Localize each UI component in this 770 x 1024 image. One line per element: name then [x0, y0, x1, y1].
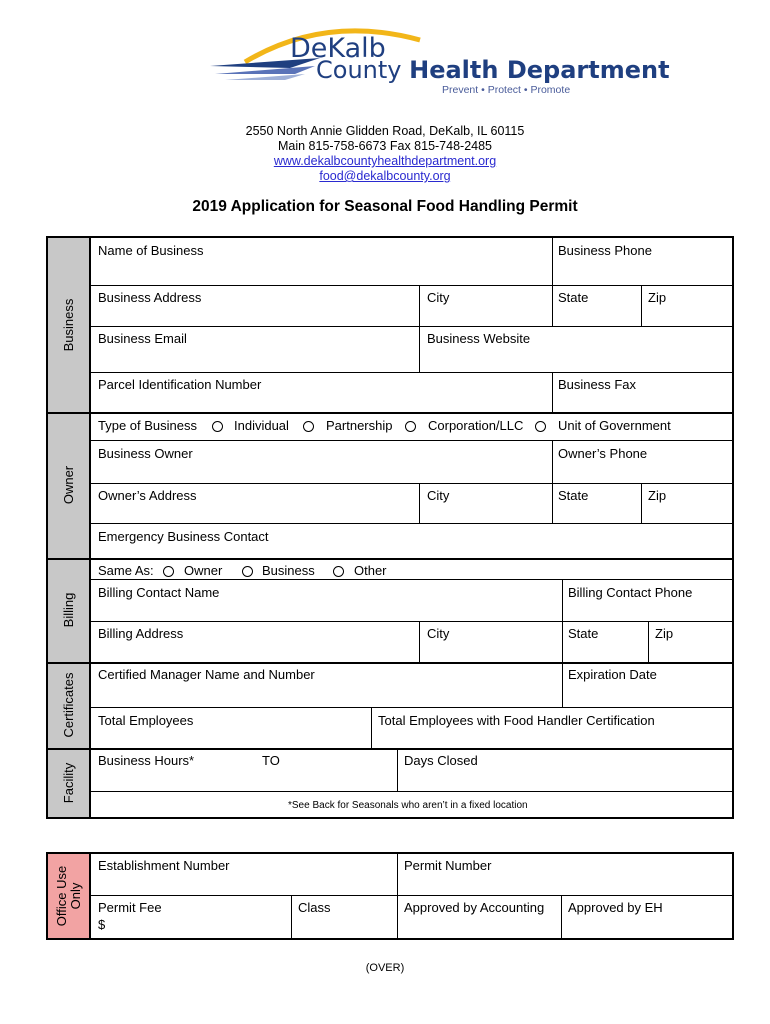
section-label-office-use: Office Use Only	[53, 865, 83, 927]
owner-state-field[interactable]: State	[558, 488, 589, 503]
section-label-facility: Facility	[60, 762, 76, 803]
logo-name-line2: County Health Department	[316, 56, 670, 84]
hours-to-label: TO	[262, 753, 280, 768]
email-link[interactable]: food@dekalbcounty.org	[319, 169, 451, 183]
over-footer: (OVER)	[365, 962, 405, 974]
days-closed-field[interactable]: Days Closed	[404, 753, 478, 768]
business-zip-field[interactable]: Zip	[648, 290, 667, 305]
radio-corporation-llc-label: Corporation/LLC	[428, 418, 524, 433]
billing-state-field[interactable]: State	[568, 626, 599, 641]
radio-same-as-business[interactable]	[242, 566, 253, 577]
org-phone-fax: Main 815-758-6673 Fax 815-748-2485	[277, 139, 493, 153]
org-website	[0, 154, 770, 169]
section-label-owner: Owner	[60, 465, 76, 505]
section-label-billing: Billing	[60, 592, 76, 628]
section-label-business: Business	[60, 298, 76, 352]
owner-city-field[interactable]: City	[427, 488, 450, 503]
emergency-contact-field[interactable]: Emergency Business Contact	[98, 529, 269, 544]
same-as-label: Same As:	[98, 563, 154, 578]
business-fax-field[interactable]: Business Fax	[558, 377, 637, 392]
business-state-field[interactable]: State	[558, 290, 589, 305]
business-phone-field[interactable]: Business Phone	[558, 243, 652, 258]
owner-address-field[interactable]: Owner’s Address	[98, 488, 197, 503]
radio-corporation-llc[interactable]	[405, 421, 416, 432]
page-title: 2019 Application for Seasonal Food Handling Permit	[192, 198, 578, 215]
billing-address-field[interactable]: Billing Address	[98, 626, 184, 641]
permit-number-field[interactable]: Permit Number	[404, 858, 492, 873]
business-city-field[interactable]: City	[427, 290, 450, 305]
permit-fee-dollar: $	[98, 917, 106, 932]
office-use-form	[46, 852, 734, 940]
section-tab-billing	[48, 558, 91, 662]
section-tab-owner	[48, 412, 91, 558]
radio-same-as-business-label: Business	[262, 563, 315, 578]
food-handler-cert-field[interactable]: Total Employees with Food Handler Certification	[378, 713, 655, 728]
parcel-id-field[interactable]: Parcel Identification Number	[98, 377, 262, 392]
billing-city-field[interactable]: City	[427, 626, 450, 641]
business-website-field[interactable]: Business Website	[427, 331, 531, 346]
radio-same-as-other-label: Other	[354, 563, 387, 578]
class-field[interactable]: Class	[298, 900, 331, 915]
type-of-business-label: Type of Business	[98, 418, 197, 433]
radio-individual[interactable]	[212, 421, 223, 432]
billing-zip-field[interactable]: Zip	[655, 626, 674, 641]
owner-zip-field[interactable]: Zip	[648, 488, 667, 503]
business-name-field[interactable]: Name of Business	[98, 243, 204, 258]
radio-partnership-label: Partnership	[326, 418, 393, 433]
radio-partnership[interactable]	[303, 421, 314, 432]
business-owner-field[interactable]: Business Owner	[98, 446, 193, 461]
section-tab-certificates	[48, 662, 91, 748]
billing-contact-phone-field[interactable]: Billing Contact Phone	[568, 585, 693, 600]
expiration-date-field[interactable]: Expiration Date	[568, 667, 657, 682]
business-address-field[interactable]: Business Address	[98, 290, 202, 305]
logo-tagline: Prevent • Protect • Promote	[442, 84, 571, 96]
owner-phone-field[interactable]: Owner’s Phone	[558, 446, 648, 461]
radio-unit-of-government-label: Unit of Government	[558, 418, 671, 433]
permit-fee-field[interactable]: Permit Fee	[98, 900, 162, 915]
certified-manager-field[interactable]: Certified Manager Name and Number	[98, 667, 315, 682]
radio-same-as-other[interactable]	[333, 566, 344, 577]
application-form	[46, 236, 734, 819]
section-tab-facility	[48, 748, 91, 817]
business-email-field[interactable]: Business Email	[98, 331, 187, 346]
establishment-number-field[interactable]: Establishment Number	[98, 858, 230, 873]
logo-name-line1: DeKalb	[290, 33, 386, 64]
radio-individual-label: Individual	[234, 418, 289, 433]
total-employees-field[interactable]: Total Employees	[98, 713, 194, 728]
approved-eh-field[interactable]: Approved by EH	[568, 900, 663, 915]
section-label-certificates: Certificates	[60, 672, 76, 738]
radio-unit-of-government[interactable]	[535, 421, 546, 432]
radio-same-as-owner[interactable]	[163, 566, 174, 577]
business-hours-field[interactable]: Business Hours*	[98, 753, 195, 768]
radio-same-as-owner-label: Owner	[184, 563, 223, 578]
website-link[interactable]: www.dekalbcountyhealthdepartment.org	[273, 154, 497, 168]
org-email	[0, 169, 770, 184]
billing-contact-name-field[interactable]: Billing Contact Name	[98, 585, 220, 600]
section-tab-office-use	[48, 854, 91, 938]
section-tab-business	[48, 238, 91, 412]
seasonal-note: *See Back for Seasonals who aren’t in a fixed location	[288, 800, 528, 811]
org-address: 2550 North Annie Glidden Road, DeKalb, IL 60115	[245, 124, 525, 138]
approved-accounting-field[interactable]: Approved by Accounting	[404, 900, 545, 915]
